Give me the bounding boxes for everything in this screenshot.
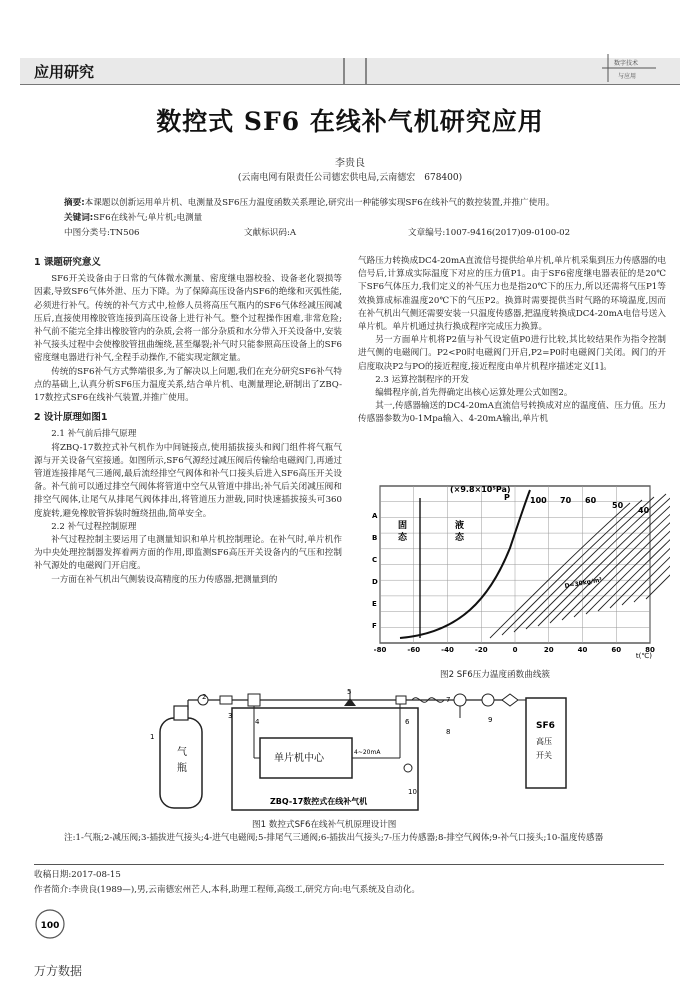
article-number: 文章编号:1007-9416(2017)09-0100-02 bbox=[408, 228, 571, 238]
paragraph: 一方面在补气机出气侧装设高精度的压力传感器,把测量到的 bbox=[51, 574, 278, 585]
fig2-x-tick: -40 bbox=[441, 646, 454, 654]
refill-connector bbox=[502, 694, 518, 706]
keywords: 关键词:SF6在线补气;单片机;电测量 bbox=[64, 213, 203, 223]
left-label-solid-2: 态 bbox=[398, 533, 408, 543]
doc-code: 文献标识码:A bbox=[244, 228, 297, 238]
heading-2: 2 设计原理如图1 bbox=[34, 412, 108, 424]
solenoid-valve bbox=[248, 694, 260, 706]
subheading-2-1: 2.1 补气前后排气原理 bbox=[51, 429, 137, 440]
mcu-label: 单片机中心 bbox=[274, 753, 324, 764]
fig1-component-number: 6 bbox=[405, 718, 410, 726]
fig2-x-tick: -80 bbox=[373, 646, 387, 654]
paragraph: 补气过程控制主要运用了电测量知识和单片机控制理论。在补气时,单片机作为中央处理控制器发挥着两方面的作用,即监测SF6高压开关设备内的气压和控制补气源处的电磁阀门开启度。 bbox=[34, 535, 342, 572]
temperature-sensor bbox=[404, 764, 412, 772]
fig2-x-tick: -60 bbox=[407, 646, 421, 654]
signal-label: 4~20mA bbox=[354, 749, 381, 756]
fig1-component-number: 10 bbox=[408, 788, 417, 796]
x-axis-unit: t(℃) bbox=[635, 652, 652, 660]
logo-line2: 与应用 bbox=[618, 73, 637, 80]
sf6-title: SF6 bbox=[536, 721, 555, 731]
journal-logo-mark bbox=[594, 52, 664, 84]
fig2-side-mark: F bbox=[372, 622, 377, 630]
received-date: 收稿日期:2017-08-15 bbox=[34, 870, 121, 880]
fig2-curve-label: 40 bbox=[638, 506, 650, 515]
sf6-label-2: 开关 bbox=[536, 751, 552, 760]
fig1-component-number: 3 bbox=[228, 712, 233, 720]
inlet-connector bbox=[220, 696, 232, 704]
author-bio: 作者简介:李贵良(1989—),男,云南德宏州芒人,本科,助理工程师,高级工,研究方向:电气系统及自动化。 bbox=[34, 885, 420, 895]
fig2-side-mark: E bbox=[372, 600, 377, 608]
figure-1-note: 注:1-气瓶;2-减压阀;3-插拔进气接头;4-进气电磁阀;5-排尾气三通阀;6-插拔出气接头;7-压力传感器;8-排空气阀体;9-补气口接头;10-温度传感器 bbox=[64, 833, 604, 843]
density-label: D=30kg/m³ bbox=[564, 576, 603, 590]
logo-line1: 数字技术 bbox=[614, 60, 639, 67]
journal-logo bbox=[594, 52, 664, 84]
device-label: ZBQ-17数控式在线补气机 bbox=[270, 797, 368, 806]
fig2-top-scale: (×9.8×10⁵Pa) bbox=[450, 485, 511, 494]
subheading-2-3: 2.3 运算控制程序的开发 bbox=[375, 374, 469, 385]
fig2-x-tick: 60 bbox=[611, 646, 622, 654]
tee-valve bbox=[344, 698, 356, 706]
figure-1-caption: 图1 数控式SF6在线补气机原理设计图 bbox=[252, 820, 397, 830]
figure-1-diagram bbox=[150, 688, 570, 816]
section-label: 应用研究 bbox=[34, 63, 95, 81]
paragraph: 将ZBQ-17数控式补气机作为中间链接点,使用插拔接头和阀门组件将气瓶气源与开关设备气室接通。如图所示,SF6气源经过减压阀后传输给电磁阀门,再通过管道连接排尾气三通阀,最后流经排空气阀体和补气口接头后进入SF6高压开关设备。补气前可以通过排空气阀体将管道中空气从管道中排出;补气后关闭减压阀和排空气阀体,让尾气从排尾气阀体排出,将管道压力泄载,同时快速插拔接头可360度旋转,避免橡胶管拆装时缠绕扭曲,简单安全。 bbox=[34, 442, 342, 519]
clc-number: 中图分类号:TN506 bbox=[64, 228, 140, 238]
fig2-axis-p: P bbox=[504, 493, 510, 502]
fig2-curve-label: 60 bbox=[585, 496, 597, 505]
affiliation: (云南电网有限责任公司德宏供电局,云南德宏 678400) bbox=[237, 173, 463, 183]
fig2-x-tick: 40 bbox=[577, 646, 588, 654]
paragraph: 编辑程序前,首先得确定出核心运算处理公式如图2。 bbox=[375, 388, 573, 399]
left-label-solid-1: 固 bbox=[398, 521, 408, 531]
subheading-2-2: 2.2 补气过程控制原理 bbox=[51, 521, 137, 532]
paragraph: 另一方面单片机将P2值与补气设定值P0进行比较,其比较结果作为指令控制进气侧的电磁阀门。P2<P0时电磁阀门开启,P2=P0时电磁阀门关闭。阀门的开启度取决P2与PO的接近程度,接近程度由单片机程序描述定义[1]。 bbox=[358, 335, 666, 372]
left-label-liquid-1: 液 bbox=[455, 521, 465, 531]
right-column bbox=[358, 255, 666, 427]
left-label-liquid-2: 态 bbox=[455, 533, 465, 543]
page-number-badge bbox=[34, 908, 66, 940]
fig1-component-number: 9 bbox=[488, 716, 493, 724]
fig1-component-number: 4 bbox=[255, 718, 260, 726]
outlet-connector bbox=[396, 696, 406, 704]
cylinder-label-1: 气 bbox=[177, 747, 187, 758]
fig1-component-number: 8 bbox=[446, 728, 451, 736]
fig1-component-number: 1 bbox=[150, 733, 155, 741]
fig1-component-number: 2 bbox=[202, 693, 207, 701]
paper-title: 数控式 SF6 在线补气机研究应用 bbox=[156, 107, 544, 136]
fig2-curve-label: 100 bbox=[530, 496, 547, 505]
footer-rule bbox=[34, 864, 664, 865]
cylinder-label-2: 瓶 bbox=[177, 763, 187, 774]
fig2-x-tick: 20 bbox=[543, 646, 554, 654]
vent-valve bbox=[482, 694, 494, 706]
fig1-component-number: 7 bbox=[446, 696, 451, 704]
pressure-sensor bbox=[454, 694, 466, 706]
fig2-x-tick: 0 bbox=[512, 646, 518, 654]
paragraph: SF6开关设备由于日常的气体微水测量、密度继电器校验、设备老化裂损等因素,导致SF6气体外泄、压力下降。为了保障高压设备内SF6的绝缘和灭弧性能,必须进行补气。传统的补气方式中,检修人员将高压气瓶内的SF6气体经减压阀减压后,直接使用橡胶管连接到高压设备上进行补气。整个过程操作困难,非常危险;补气前不能完全排出橡胶管内的杂质,会将一部分杂质和水分带入开关设备中,安装补气接头过程中会使橡胶管扭曲缠绕,甚至爆裂;补气时只能参照高压设备上的SF6密度继电器进行补气,全程手动操作,不能实现定额定量。 bbox=[34, 274, 342, 364]
fig2-side-mark: B bbox=[372, 534, 378, 542]
author: 李贵良 bbox=[335, 158, 365, 169]
fig2-side-mark: D bbox=[372, 578, 378, 586]
fig2-x-tick: -20 bbox=[474, 646, 488, 654]
fig2-curve-label: 50 bbox=[612, 501, 624, 510]
header-divider bbox=[343, 58, 367, 84]
fig2-side-mark: A bbox=[372, 512, 378, 520]
fig1-component-number: 5 bbox=[347, 688, 352, 696]
paragraph: 气路压力转换成DC4-20mA直流信号提供给单片机,单片机采集到压力传感器的电信号后,计算成实际温度下对应的压力值P1。由于SF6密度继电器表征的是20℃下SF6气体压力,我们定义的补气压力也是指20℃下的压力,所以还需将气压P1等效换算成标准温度20℃下的气压P2。换算时需要提供当时气路的环境温度,因而在补气机出气侧还需要安装一只温度传感器,把温度转换成DC4-20mA电信号送入单片机。单片机通过执行换成程序完成压力换算。 bbox=[358, 256, 666, 333]
page-number: 100 bbox=[40, 921, 60, 931]
figure-2-chart bbox=[360, 478, 670, 666]
figure-2-caption: 图2 SF6压力温度函数曲线簇 bbox=[440, 670, 551, 680]
abstract: 摘要:本课题以创新运用单片机、电测量及SF6压力温度函数关系理论,研究出一种能够实现SF6在线补气的数控装置,并推广使用。 bbox=[64, 198, 555, 208]
watermark: 万方数据 bbox=[34, 964, 83, 978]
paragraph: 其一,传感器输送的DC4-20mA直流信号转换成对应的温度值、压力值。压力传感器参数为0-1Mpa输入、4-20mA输出,单片机 bbox=[358, 401, 666, 425]
heading-1: 1 课题研究意义 bbox=[34, 257, 101, 268]
fig2-side-mark: C bbox=[372, 556, 378, 564]
sf6-label-1: 高压 bbox=[536, 737, 552, 746]
fig2-x-tick: 80 bbox=[645, 646, 655, 654]
paragraph: 传统的SF6补气方式弊端很多,为了解决以上问题,我们在充分研究SF6补气特点的基础上,认真分析SF6压力温度关系,结合单片机、电测量理论,研制出了ZBQ-17数控式SF6在线补气装置,并推广使用。 bbox=[34, 366, 342, 404]
left-column bbox=[34, 250, 342, 587]
fig2-curve-label: 70 bbox=[560, 496, 572, 505]
